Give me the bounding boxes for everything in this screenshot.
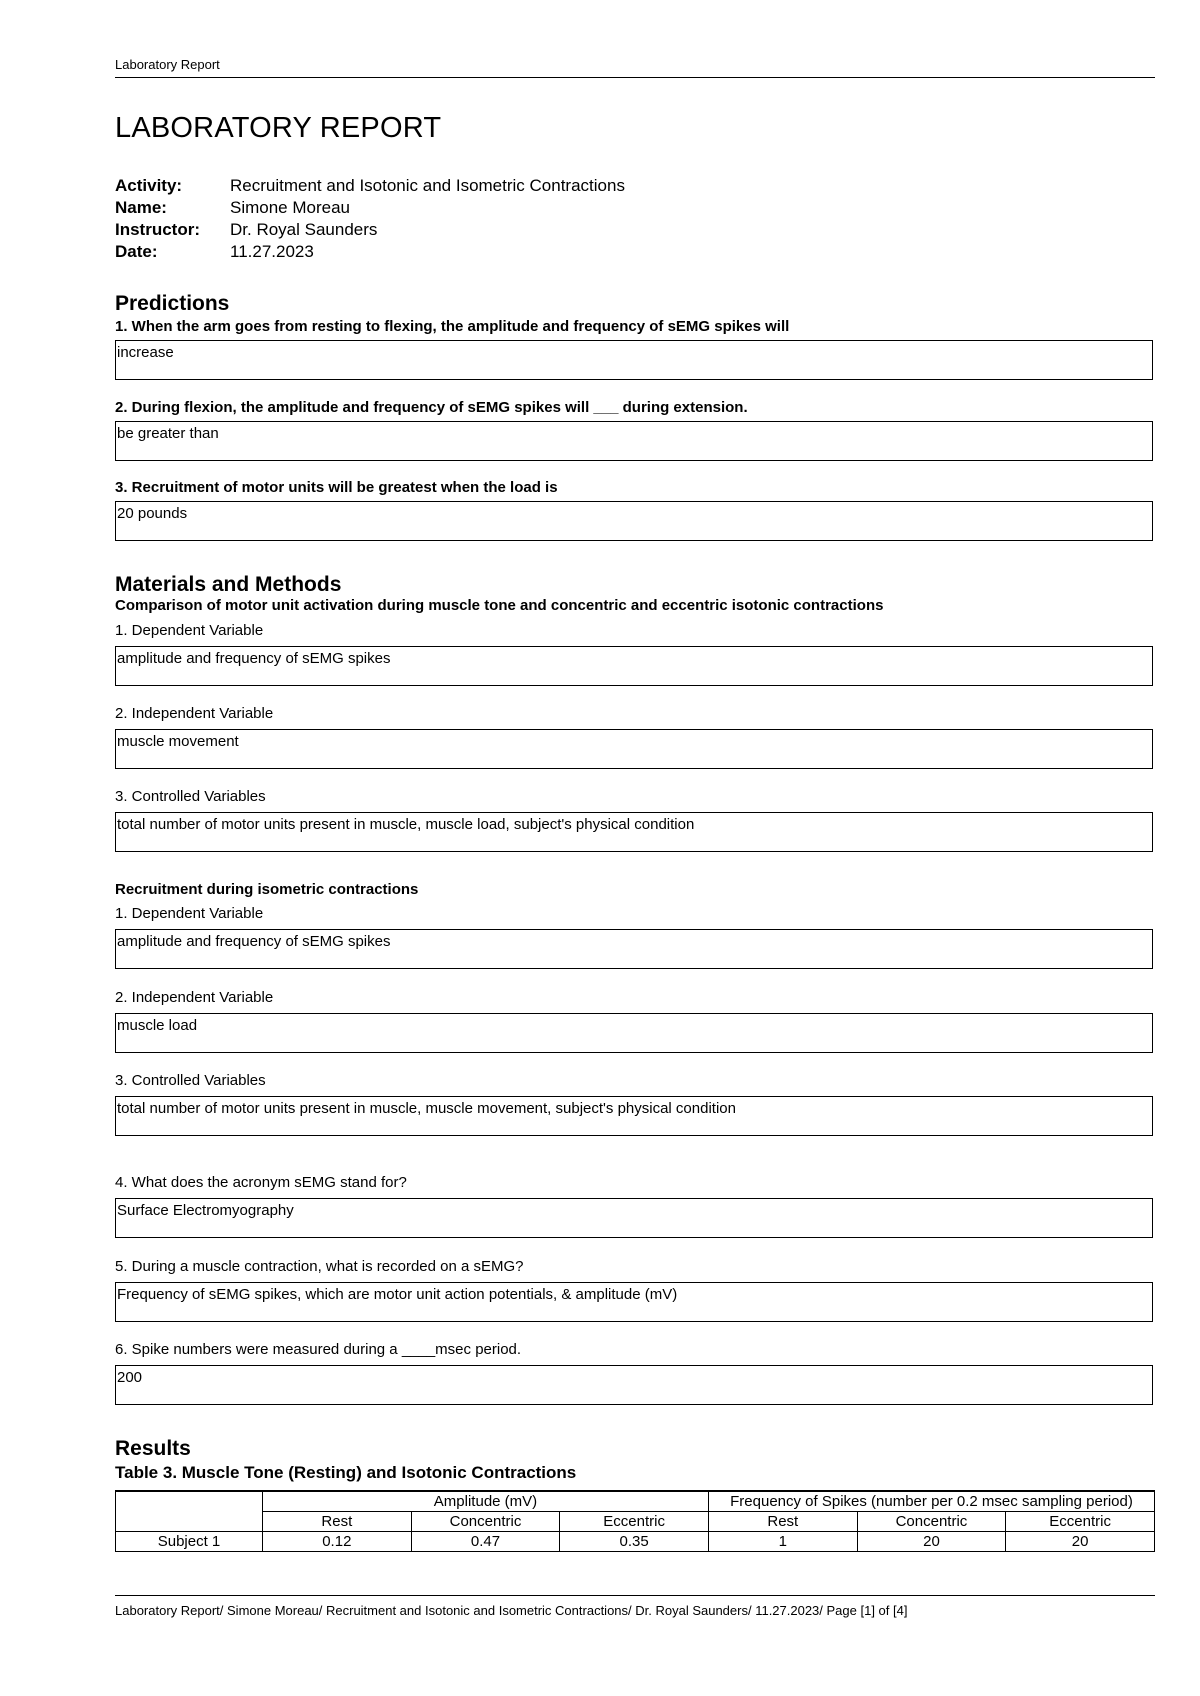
table-corner-cell: [116, 1491, 263, 1532]
meta-key: Instructor:: [115, 220, 200, 239]
isotonic-subheading: Comparison of motor unit activation during muscle tone and concentric and eccentric isotonic contractions: [115, 597, 884, 614]
isotonic-independent-label: 2. Independent Variable: [115, 705, 274, 722]
prediction-question-2: 2. During flexion, the amplitude and frequency of sEMG spikes will ___ during extension.: [115, 399, 748, 416]
isometric-dependent-label: 1. Dependent Variable: [115, 905, 264, 922]
isotonic-controlled-label: 3. Controlled Variables: [115, 788, 266, 805]
question-5-answer[interactable]: Frequency of sEMG spikes, which are motor unit action potentials, & amplitude (mV): [115, 1282, 1153, 1322]
meta-value: Dr. Royal Saunders: [230, 220, 378, 239]
amplitude-group-header: Amplitude (mV): [263, 1491, 709, 1512]
frequency-group-header: Frequency of Spikes (number per 0.2 msec sampling period): [708, 1491, 1154, 1512]
meta-key: Activity:: [115, 176, 183, 195]
prediction-question-3: 3. Recruitment of motor units will be greatest when the load is: [115, 479, 558, 496]
column-header: Concentric: [857, 1512, 1006, 1532]
predictions-heading: Predictions: [115, 292, 230, 315]
isometric-independent-label: 2. Independent Variable: [115, 989, 274, 1006]
isometric-independent-answer[interactable]: muscle load: [115, 1013, 1153, 1053]
isotonic-controlled-answer[interactable]: total number of motor units present in muscle, muscle load, subject's physical condition: [115, 812, 1153, 852]
question-6-label: 6. Spike numbers were measured during a ____msec period.: [115, 1341, 522, 1358]
column-header: Concentric: [411, 1512, 560, 1532]
column-header: Rest: [263, 1512, 412, 1532]
isotonic-dependent-label: 1. Dependent Variable: [115, 622, 264, 639]
meta-value: Simone Moreau: [230, 198, 351, 217]
row-label: Subject 1: [116, 1532, 263, 1552]
isometric-dependent-answer[interactable]: amplitude and frequency of sEMG spikes: [115, 929, 1153, 969]
isometric-controlled-answer[interactable]: total number of motor units present in muscle, muscle movement, subject's physical condition: [115, 1096, 1153, 1136]
footer-divider: [115, 1595, 1155, 1596]
report-page: [115, 0, 1155, 1696]
table-cell[interactable]: 0.47: [411, 1532, 560, 1552]
meta-date: [115, 241, 625, 263]
isometric-subheading: Recruitment during isometric contractions: [115, 881, 419, 898]
prediction-question-1: 1. When the arm goes from resting to flexing, the amplitude and frequency of sEMG spikes will: [115, 318, 790, 335]
question-5-label: 5. During a muscle contraction, what is recorded on a sEMG?: [115, 1258, 524, 1275]
isotonic-independent-answer[interactable]: muscle movement: [115, 729, 1153, 769]
column-header: Rest: [708, 1512, 857, 1532]
running-header: Laboratory Report: [115, 57, 220, 72]
table-group-header-row: [116, 1491, 1155, 1512]
question-4-answer[interactable]: Surface Electromyography: [115, 1198, 1153, 1238]
table-cell[interactable]: 20: [857, 1532, 1006, 1552]
table-cell[interactable]: 1: [708, 1532, 857, 1552]
table-row: [116, 1532, 1155, 1552]
column-header: Eccentric: [560, 1512, 709, 1532]
header-divider: [115, 77, 1155, 78]
meta-name: [115, 197, 625, 219]
report-meta: [115, 175, 625, 263]
isometric-controlled-label: 3. Controlled Variables: [115, 1072, 266, 1089]
prediction-answer-2[interactable]: be greater than: [115, 421, 1153, 461]
meta-value: Recruitment and Isotonic and Isometric Contractions: [230, 176, 625, 195]
question-4-label: 4. What does the acronym sEMG stand for?: [115, 1174, 407, 1191]
table-title: Table 3. Muscle Tone (Resting) and Isotonic Contractions: [115, 1463, 577, 1482]
meta-key: Date:: [115, 242, 158, 261]
results-table: [115, 1490, 1155, 1552]
table-cell[interactable]: 20: [1006, 1532, 1155, 1552]
meta-key: Name:: [115, 198, 167, 217]
prediction-answer-1[interactable]: increase: [115, 340, 1153, 380]
table-cell[interactable]: 0.35: [560, 1532, 709, 1552]
results-heading: Results: [115, 1437, 191, 1460]
page-title: LABORATORY REPORT: [115, 112, 442, 144]
table-sub-header-row: [116, 1512, 1155, 1532]
meta-instructor: [115, 219, 625, 241]
question-6-answer[interactable]: 200: [115, 1365, 1153, 1405]
materials-heading: Materials and Methods: [115, 573, 342, 596]
isotonic-dependent-answer[interactable]: amplitude and frequency of sEMG spikes: [115, 646, 1153, 686]
meta-activity: [115, 175, 625, 197]
table-cell[interactable]: 0.12: [263, 1532, 412, 1552]
page-footer: Laboratory Report/ Simone Moreau/ Recruitment and Isotonic and Isometric Contractions/ Dr. Royal Saunders/ 11.27.2023/ Page [1] of [4]: [115, 1603, 908, 1618]
meta-value: 11.27.2023: [230, 242, 314, 261]
column-header: Eccentric: [1006, 1512, 1155, 1532]
prediction-answer-3[interactable]: 20 pounds: [115, 501, 1153, 541]
